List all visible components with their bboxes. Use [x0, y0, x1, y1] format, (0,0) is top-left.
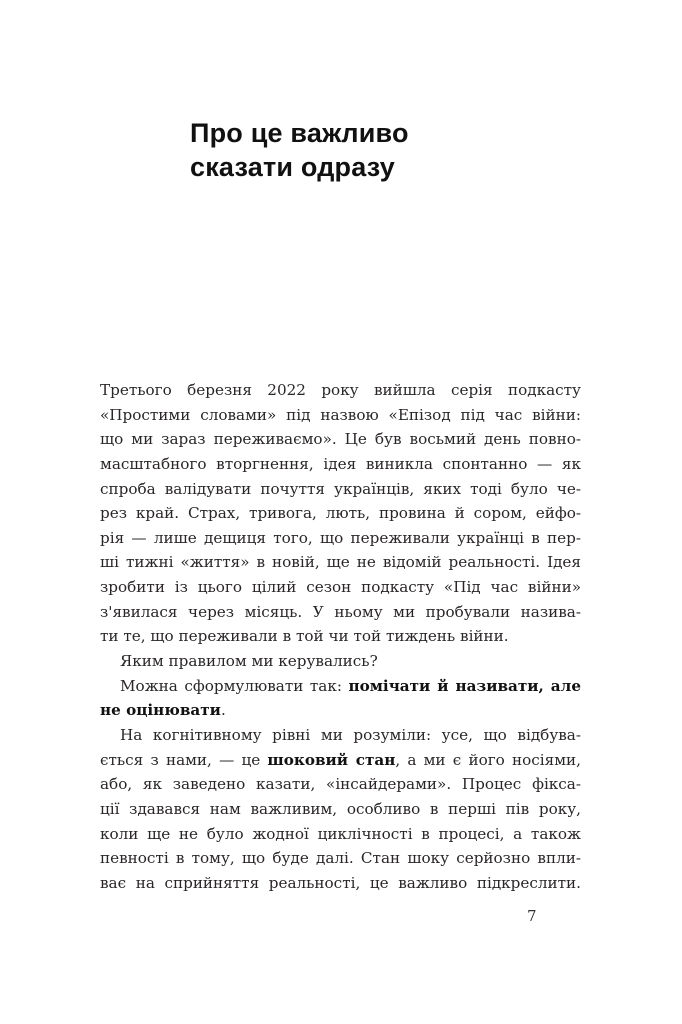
bold-text: не оцінювати: [100, 701, 221, 720]
text-segment: , а ми є його носіями,: [395, 750, 581, 769]
text-line: [100, 822, 581, 847]
text-segment: «Простими словами» під назвою «Епізод під час війни:: [100, 405, 581, 424]
text-segment: або, як заведено казати, «інсайдерами». Процес фікса-: [100, 775, 581, 794]
text-line: [100, 526, 581, 551]
text-line: [100, 501, 581, 526]
text-segment: ває на сприйняття реальності, це важливо підкреслити.: [100, 873, 581, 892]
body-text: [100, 378, 581, 895]
text-line: [100, 403, 581, 428]
text-segment: коли ще не було жодної циклічності в процесі, а також: [100, 824, 581, 843]
text-segment: спроба валідувати почуття українців, яких тоді було че-: [100, 479, 581, 498]
text-segment: рія — лише дещиця того, що переживали українці в пер-: [100, 528, 581, 547]
text-segment: з'явилася через місяць. У ньому ми пробували назива-: [100, 602, 581, 621]
text-segment: що ми зараз переживаємо». Це був восьмий день повно-: [100, 430, 581, 449]
text-line: [100, 452, 581, 477]
text-line: [100, 575, 581, 600]
text-segment: Яким правилом ми керувались?: [120, 652, 378, 671]
text-segment: .: [220, 701, 226, 720]
text-line: [100, 427, 581, 452]
text-line: [100, 871, 581, 896]
text-segment: зробити із цього цілий сезон подкасту «Під час війни»: [100, 578, 581, 597]
text-line: [100, 698, 581, 723]
text-line: [100, 772, 581, 797]
text-line: [100, 477, 581, 502]
bold-text: шоковий стан: [267, 750, 396, 769]
heading-line-1: Про це важливо: [190, 118, 409, 148]
text-line: [100, 600, 581, 625]
text-line: [100, 723, 581, 748]
text-line: [100, 674, 581, 699]
text-line: [100, 378, 581, 403]
text-segment: На когнітивному рівні ми розуміли: усе, що відбува-: [120, 725, 581, 744]
text-line: [100, 550, 581, 575]
text-segment: масштабного вторгнення, ідея виникла спонтанно — як: [100, 454, 581, 473]
text-segment: певності в тому, що буде далі. Стан шоку серйозно впли-: [100, 849, 581, 868]
text-line: [100, 797, 581, 822]
text-segment: рез край. Страх, тривога, лють, провина й сором, ейфо-: [100, 504, 581, 523]
text-line: [100, 624, 581, 649]
bold-text: помічати й називати, але: [348, 676, 582, 695]
text-segment: ші тижні «життя» в новій, ще не відомій реальності. Ідея: [100, 553, 581, 572]
heading-line-2: сказати одразу: [190, 152, 395, 182]
text-segment: ється з нами, — це: [100, 750, 268, 769]
page-number: 7: [527, 907, 537, 925]
text-line: [100, 748, 581, 773]
text-line: [100, 649, 581, 674]
text-segment: ти те, що переживали в той чи той тиждень війни.: [100, 627, 509, 646]
text-line: [100, 846, 581, 871]
chapter-heading: [190, 116, 409, 184]
text-segment: Можна сформулювати так:: [120, 676, 349, 695]
text-segment: Третього березня 2022 року вийшла серія подкасту: [100, 381, 581, 399]
text-segment: ції здавався нам важливим, особливо в перші пів року,: [100, 799, 581, 818]
